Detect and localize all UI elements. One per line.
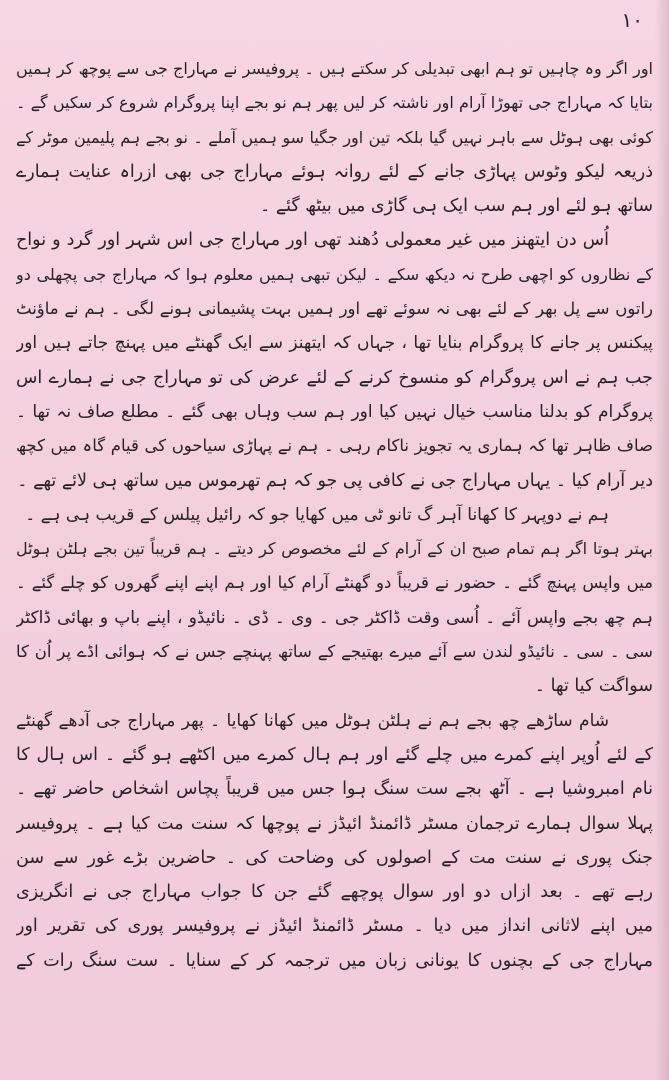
text-line: صاف ظاہر تھا کہ ہماری یہ تجویز ناکام رہی ۔ ہم نے پہاڑی سیاحوں کی قیام گاہ میں کچھ [16,436,653,456]
text-line: نام امبروشیا ہے ۔ آٹھ بجے ست سنگ ہوا جس میں قریباً پچاس اشخاص حاضر تھے ۔ [16,779,653,800]
text-line: میں واپس پہنچ گئے ۔ حضور نے قریباً دو گھنٹے آرام کیا اور ہم اپنے اپنے گھروں کو چلے گئے ۔ [16,573,653,593]
text-line: اُس دن ایتھنز میں غیر معمولی دُھند تھی اور مہاراج جی اس شہر اور گرد و نواح [16,230,609,251]
body-text [16,52,653,978]
text-line: راتوں سے پل بھر کے لئے بھی نہ سوئے تھے اور ہمیں بہت پشیمانی ہونے لگی ۔ ہم نے ماؤنٹ [16,299,653,319]
text-line: سواگت کیا تھا ۔ [534,676,653,697]
text-line: کوئی بھی ہوٹل سے باہر نہیں گیا بلکہ تین اور جگیا سو ہمیں آملے ۔ نو بجے ہم پلیمین موٹر کے [16,127,653,147]
text-line: شام ساڑھے چھ بجے ہم نے ہلٹن ہوٹل میں کھانا کھایا ۔ پھر مہاراج جی آدھے گھنٹے [16,710,609,731]
text-line: رہے تھے ۔ بعد ازاں دو اور سوال پوچھے گئے جن کا جواب مہاراج جی نے انگریزی [16,882,653,903]
text-line: دیر آرام کیا ۔ یہاں مہاراج جی نے کافی پی جو کہ ہم تھرموس میں ساتھ ہی لائے تھے ۔ [17,470,653,491]
text-line: بتایا کہ مہاراج جی تھوڑا آرام اور ناشتہ کر لیں پھر ہم نو بجے اپنا پروگرام شروع کر سکیں گے ۔ [16,93,653,113]
text-line: مہاراج جی کے بچنوں کا یونانی زبان میں ترجمہ کر کے سنایا ۔ ست سنگ رات کے [16,950,653,971]
text-line: پروگرام کو بدلنا مناسب خیال نہیں کیا اور ہم سب وہاں بھی گئے ۔ مطلع صاف نہ تھا ۔ [16,401,653,422]
text-line: سی ۔ سی ۔ نائیڈو لندن سے آئے میرے بھتیجے کے ساتھ پہنچے جس نے کہ ہوائی اڈے پر اُن کا [16,642,653,662]
page-edge-shadow [655,0,669,1080]
text-line: کے لئے اُوپر اپنے کمرے میں چلے گئے اور ہم ہال کمرے میں اکٹھے ہو گئے ۔ اس ہال کا [16,744,653,765]
text-line: ساتھ ہو لئے اور ہم سب ایک ہی گاڑی میں بیٹھ گئے ۔ [260,196,653,217]
text-line: جب ہم نے اس پروگرام کو منسوخ کرنے کے لئے عرض کی تو مہاراج جی نے ہمارے اس [16,367,653,388]
text-line: پیکنس پر جانے کا پروگرام بنایا تھا ، جہاں کہ ایتھنز سے ایک گھنٹے میں پہنچ جاتے ہیں اور [16,333,653,354]
page-number: ۱۰ [621,8,643,32]
text-line: کے نظاروں کو اچھی طرح نہ دیکھ سکے ۔ لیکن تبھی ہمیں معلوم ہوا کہ مہاراج جی پچھلی دو [16,264,653,284]
text-line: اور اگر وہ چاہیں تو ہم ابھی تبدیلی کر سکتے ہیں ۔ پروفیسر نے مہاراج جی سے پوچھ کر ہمیں [16,59,653,78]
text-line: بہتر ہوتا اگر ہم تمام صبح ان کے آرام کے لئے مخصوص کر دیتے ۔ ہم قریباً تین بجے ہلٹن ہوٹل [16,539,653,559]
text-line: ذریعہ لیکو وٹوس پہاڑی جانے کے لئے روانہ ہوئے مہاراج جی بھی ازراہ عنایت ہمارے [16,161,653,182]
text-line: پہلا سوال ہمارے ترجمان مسٹر ڈائمنڈ ائیڈز نے پوچھا کہ سنت مت کیا ہے ۔ پروفیسر [16,813,653,834]
text-line: جنک پوری نے سنت مت کے اصولوں کی وضاحت کی ۔ حاضرین بڑے غور سے سن [16,847,653,868]
text-line: ہم نے دوپہر کا کھانا آہر گ تانو ٹی میں کھایا جو کہ رائیل پیلس کے قریب ہی ہے ۔ [25,504,609,525]
text-line: میں اپنے لاثانی انداز میں دیا ۔ مسٹر ڈائمنڈ ائیڈز نے پروفیسر پوری کی تقریر اور [16,916,653,937]
text-line: ہم چھ بجے واپس آئے ۔ اُسی وقت ڈاکٹر جی ۔ وی ۔ ڈی ۔ نائیڈو ، اپنے باپ و بھائی ڈاکٹر [16,607,653,628]
